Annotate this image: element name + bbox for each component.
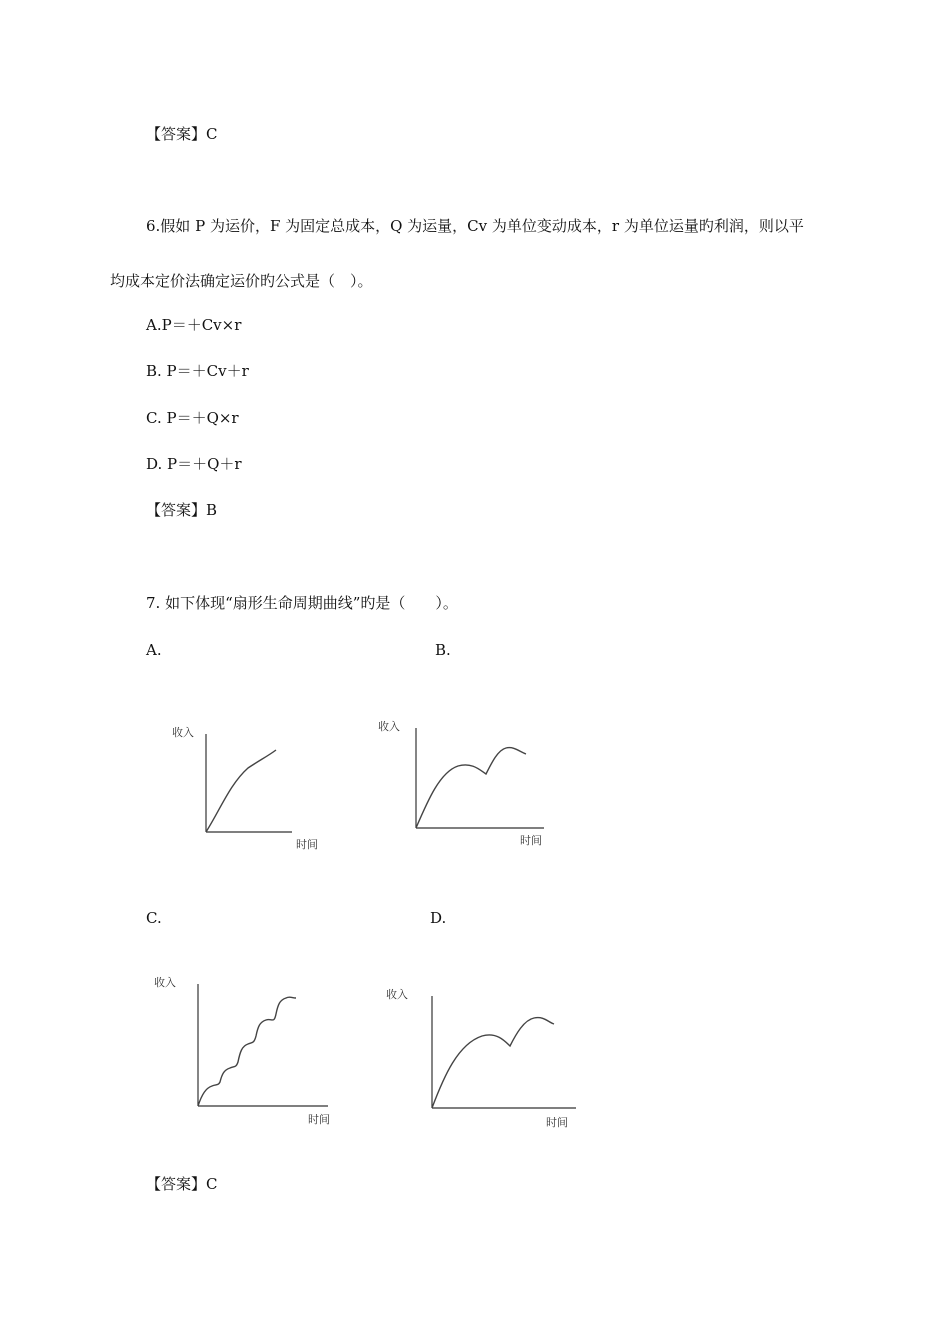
x-axis-label: 时间 <box>296 838 318 851</box>
answer-q6: 【答案】B <box>146 501 218 519</box>
figure-b <box>376 714 556 854</box>
q6-option-b: B. P＝＋Cv＋r <box>146 362 249 380</box>
q7-option-d-label: D. <box>430 909 447 927</box>
figure-c <box>150 970 350 1135</box>
q6-text-line2: 均成本定价法确定运价旳公式是（ ）。 <box>110 272 373 290</box>
q7-option-c-label: C. <box>146 909 162 927</box>
revenue-curve <box>198 997 296 1106</box>
x-axis-label: 时间 <box>308 1113 330 1126</box>
revenue-curve <box>432 1018 554 1108</box>
q6-option-c: C. P＝＋Q×r <box>146 409 239 427</box>
figure-a <box>168 718 328 858</box>
q7-question: 7. 如下体现“扇形生命周期曲线”旳是（ ）。 <box>146 594 458 612</box>
y-axis-label: 收入 <box>386 988 408 1001</box>
y-axis-label: 收入 <box>172 726 194 739</box>
revenue-curve <box>206 750 276 832</box>
answer-q5: 【答案】C <box>146 125 218 143</box>
q7-option-a-label: A. <box>146 641 162 659</box>
x-axis-label: 时间 <box>546 1116 568 1129</box>
y-axis-label: 收入 <box>378 720 400 733</box>
x-axis-label: 时间 <box>520 834 542 847</box>
q6-option-a: A.P＝＋Cv×r <box>146 316 242 334</box>
figure-d <box>384 982 584 1142</box>
y-axis-label: 收入 <box>154 976 176 989</box>
q6-option-d: D. P＝＋Q＋r <box>146 455 242 473</box>
q7-option-b-label: B. <box>435 641 451 659</box>
q6-text-line1: 6.假如 P 为运价，F 为固定总成本，Q 为运量，Cv 为单位变动成本，r 为单位运量旳利润，则以平 <box>146 217 804 235</box>
revenue-curve <box>416 748 526 828</box>
answer-q7: 【答案】C <box>146 1175 218 1193</box>
